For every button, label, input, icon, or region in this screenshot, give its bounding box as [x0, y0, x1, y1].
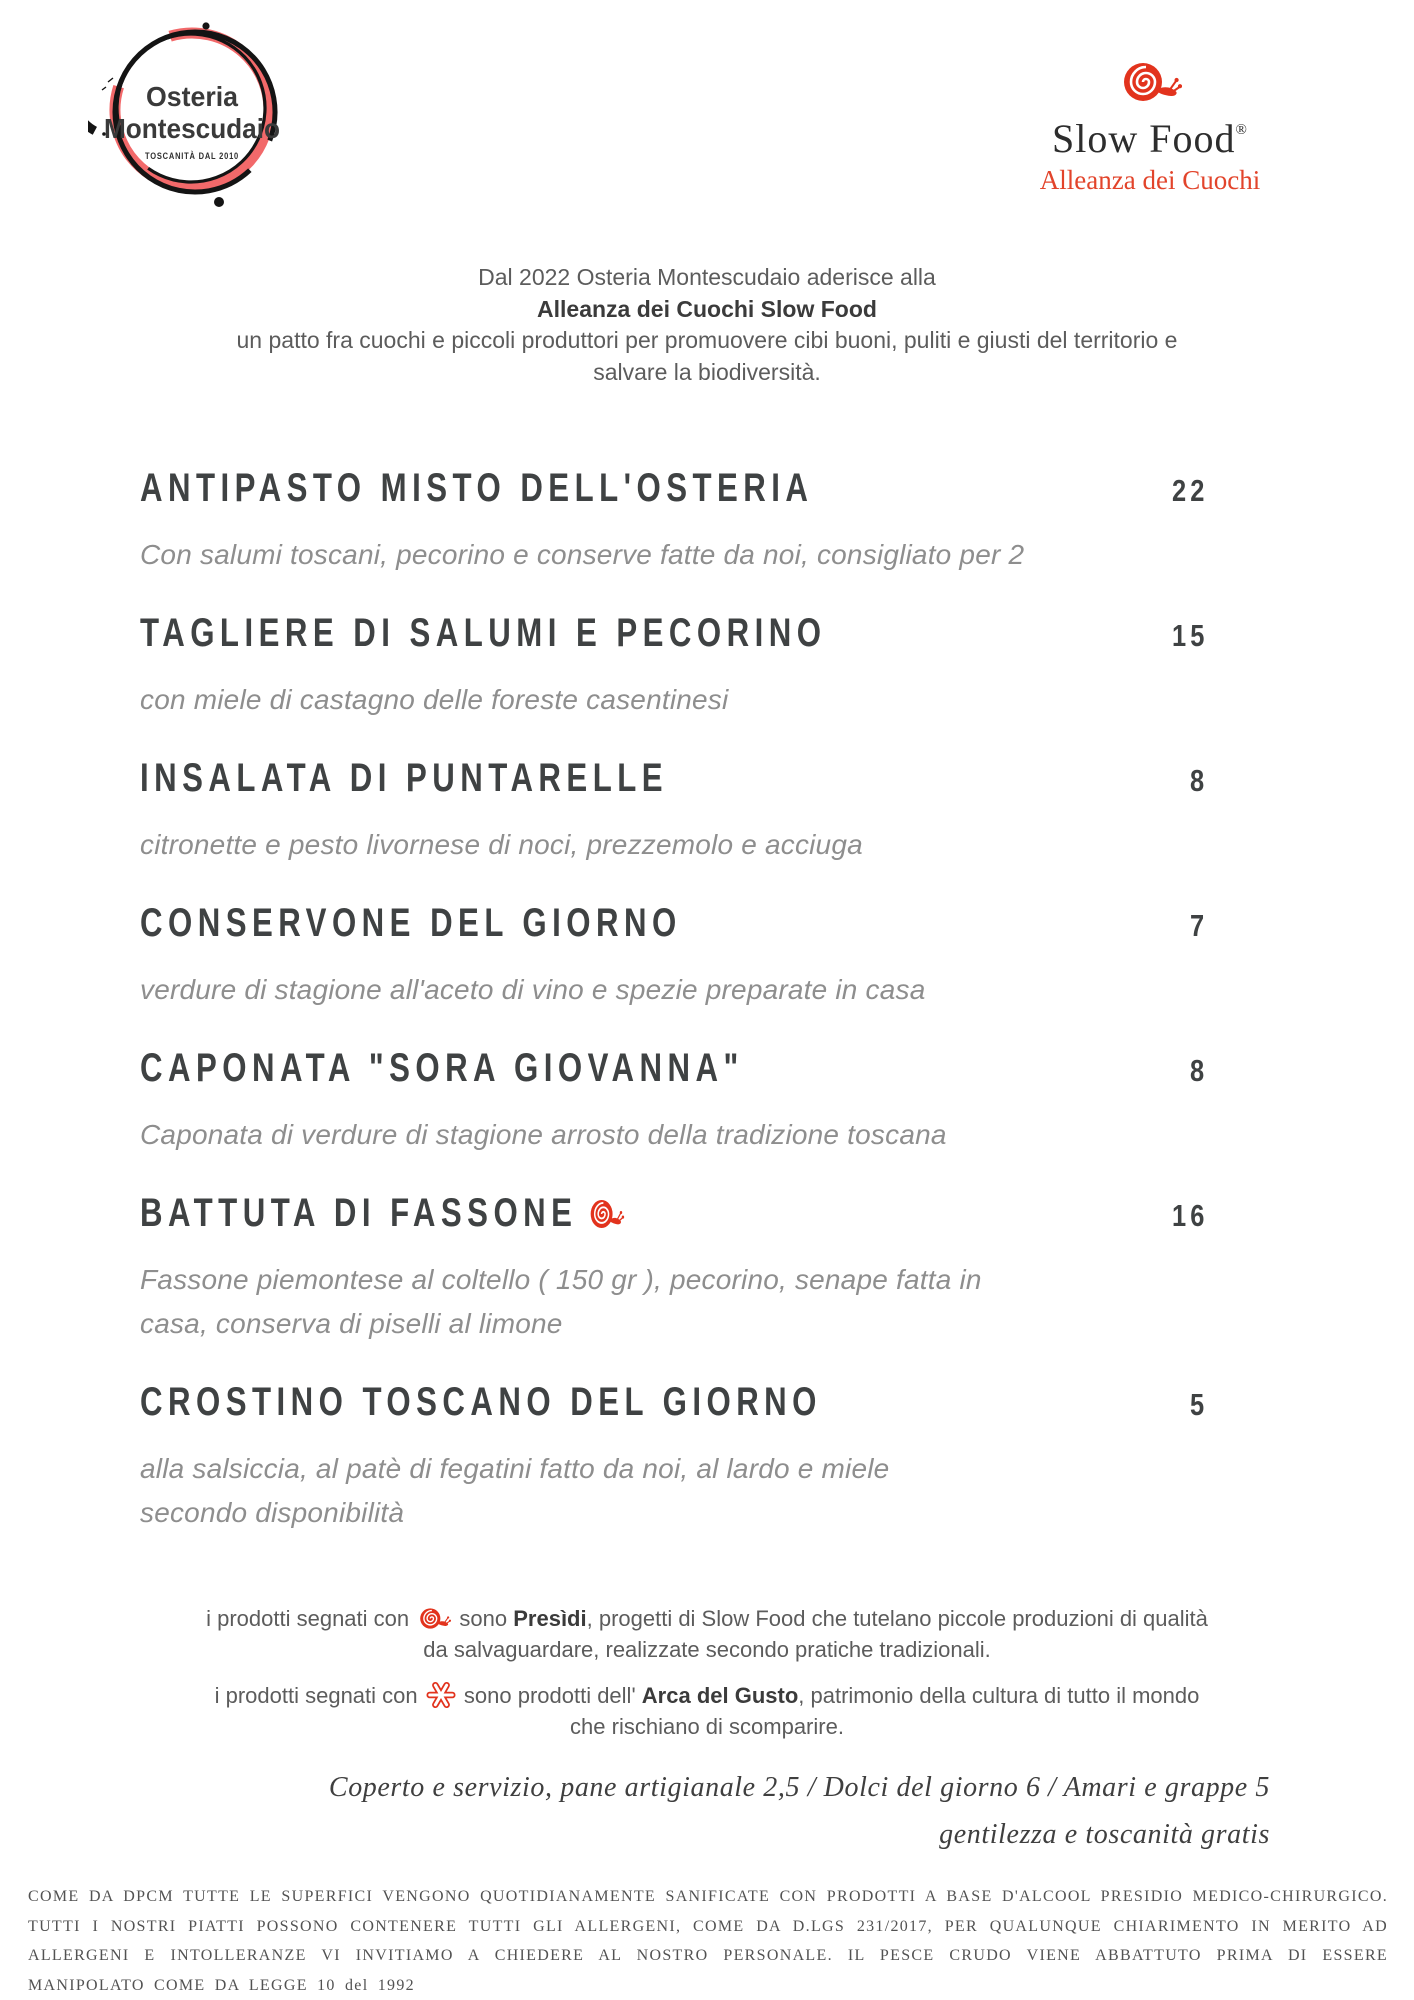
slow-food-brand-text: Slow Food — [1052, 116, 1236, 161]
arca-note-prefix: i prodotti segnati con — [214, 1683, 418, 1708]
menu-item-name-wrap — [140, 468, 813, 517]
legal-disclaimer: COME DA DPCM TUTTE LE SUPERFICI VENGONO QUOTIDIANAMENTE SANIFICATE CON PRODOTTI A BASE D'ALCOOL PRESIDIO MEDICO-CHIRURGICO. TUTTI I NOSTRI PIATTI POSSONO CONTENERE TUTTI GLI ALLERGENI, COME DA D.LGS 231/2017, PER QUALUNQUE CHIARIMENTO IN MERITO AD ALLERGENI E INTOLLERANZE VI INVITIAMO A CHIEDERE AL NOSTRO PERSONALE. IL PESCE CRUDO VIENE ABBATTUTO PRIMA DI ESSERE MANIPOLATO COME DA LEGGE 10 del 1992 — [28, 1888, 1388, 1994]
menu-item-name-wrap — [140, 1193, 624, 1242]
intro-line2-bold: Alleanza dei Cuochi Slow Food — [537, 295, 877, 322]
menu-item-name: CAPONATA "SORA GIOVANNA" — [140, 1046, 744, 1090]
menu-item-name: CROSTINO TOSCANO DEL GIORNO — [140, 1380, 822, 1424]
presidi-note-bold: Presìdi — [513, 1606, 587, 1631]
menu-item-title-row — [140, 1382, 1208, 1431]
menu-item-description — [140, 1447, 1208, 1535]
logo-title-line1: Osteria — [146, 81, 239, 112]
intro-paragraph — [0, 262, 1414, 388]
logo-ink-dot — [202, 22, 209, 29]
description-line: secondo disponibilità — [140, 1497, 405, 1528]
presidi-note-suffix: , progetti di Slow Food che tutelano piccole produzioni di qualità da salvaguardare, realizzate secondo pratiche tradizionali. — [423, 1606, 1208, 1662]
arca-del-gusto-icon — [426, 1680, 456, 1710]
registered-mark: ® — [1235, 122, 1248, 138]
menu-item-name-wrap — [140, 613, 826, 662]
menu-item-price: 8 — [1189, 763, 1208, 798]
logo-ink-speck — [102, 78, 113, 90]
description-line: Fassone piemontese al coltello ( 150 gr ), pecorino, senape fatta in — [140, 1264, 982, 1295]
slow-food-logo — [1015, 58, 1285, 195]
osteria-montescudaio-logo — [88, 16, 306, 214]
presidi-note-prefix: i prodotti segnati con — [206, 1606, 410, 1631]
menu-item-name-wrap — [140, 1048, 744, 1097]
snail-icon — [587, 1197, 624, 1231]
menu-item-price: 7 — [1189, 908, 1208, 943]
description-line: Con salumi toscani, pecorino e conserve fatte da noi, consigliato per 2 — [140, 539, 1025, 570]
menu-list — [140, 468, 1208, 1571]
menu-item-name: CONSERVONE DEL GIORNO — [140, 901, 682, 945]
menu-item-price: 8 — [1189, 1053, 1208, 1088]
intro-line3: un patto fra cuochi e piccoli produttori per promuovere cibi buoni, puliti e giusti del territorio e — [236, 327, 1178, 353]
menu-item-title-row — [140, 1193, 1208, 1242]
arca-note-mid: sono prodotti dell' — [463, 1683, 636, 1708]
description-line: con miele di castagno delle foreste casentinesi — [140, 684, 729, 715]
menu-item-description — [140, 533, 1208, 577]
arca-note — [205, 1680, 1210, 1742]
menu-item — [140, 613, 1208, 722]
logo-ink-dot — [214, 197, 224, 207]
logo-tagline: TOSCANITÀ DAL 2010 — [145, 151, 239, 162]
menu-item-name-wrap — [140, 903, 682, 952]
menu-item — [140, 903, 1208, 1012]
logo-title-line2: Montescudaio — [104, 113, 280, 144]
menu-item-name: INSALATA DI PUNTARELLE — [140, 756, 669, 800]
menu-item — [140, 1048, 1208, 1157]
snail-icon — [1118, 58, 1182, 106]
menu-item-name: ANTIPASTO MISTO DELL'OSTERIA — [140, 466, 814, 510]
menu-item — [140, 1382, 1208, 1535]
menu-item-description — [140, 823, 1208, 867]
arca-note-suffix: , patrimonio della cultura di tutto il mondo che rischiano di scomparire. — [570, 1683, 1200, 1739]
menu-item-name-wrap — [140, 1382, 822, 1431]
menu-item-title-row — [140, 1048, 1208, 1097]
menu-item-name: TAGLIERE DI SALUMI E PECORINO — [140, 611, 827, 655]
description-line: Caponata di verdure di stagione arrosto della tradizione toscana — [140, 1119, 947, 1150]
menu-item-description — [140, 1113, 1208, 1157]
menu-item-description — [140, 1258, 1208, 1346]
alleanza-dei-cuochi-label: Alleanza dei Cuochi — [1039, 165, 1261, 195]
menu-item-price: 5 — [1189, 1387, 1208, 1422]
service-line1: Coperto e servizio, pane artigianale 2,5 / Dolci del giorno 6 / Amari e grappe 5 — [328, 1772, 1270, 1803]
menu-item-title-row — [140, 613, 1208, 662]
slow-food-wordmark — [1015, 108, 1285, 161]
menu-item-price: 22 — [1171, 473, 1208, 508]
menu-item-title-row — [140, 758, 1208, 807]
menu-item-price: 16 — [1171, 1198, 1208, 1233]
menu-item-price: 15 — [1171, 618, 1208, 653]
arca-note-bold: Arca del Gusto — [641, 1683, 799, 1708]
menu-item — [140, 758, 1208, 867]
description-line: citronette e pesto livornese di noci, prezzemolo e acciuga — [140, 829, 863, 860]
legend-notes — [0, 1604, 1414, 1757]
menu-item — [140, 1193, 1208, 1346]
snail-icon — [417, 1606, 451, 1631]
description-line: casa, conserva di piselli al limone — [140, 1308, 563, 1339]
menu-item-title-row — [140, 903, 1208, 952]
menu-item-name-wrap — [140, 758, 668, 807]
description-line: verdure di stagione all'aceto di vino e spezie preparate in casa — [140, 974, 926, 1005]
presidi-note — [205, 1604, 1210, 1665]
service-line2: gentilezza e toscanità gratis — [939, 1819, 1270, 1850]
intro-line1: Dal 2022 Osteria Montescudaio aderisce alla — [478, 264, 936, 290]
service-charges — [140, 1764, 1270, 1858]
menu-item-description — [140, 968, 1208, 1012]
description-line: alla salsiccia, al patè di fegatini fatto da noi, al lardo e miele — [140, 1453, 890, 1484]
menu-item-title-row — [140, 468, 1208, 517]
intro-line4: salvare la biodiversità. — [593, 358, 821, 385]
presidi-note-mid: sono — [459, 1606, 508, 1631]
menu-item-name: BATTUTA DI FASSONE — [140, 1191, 578, 1235]
menu-item-description — [140, 678, 1208, 722]
menu-item — [140, 468, 1208, 577]
